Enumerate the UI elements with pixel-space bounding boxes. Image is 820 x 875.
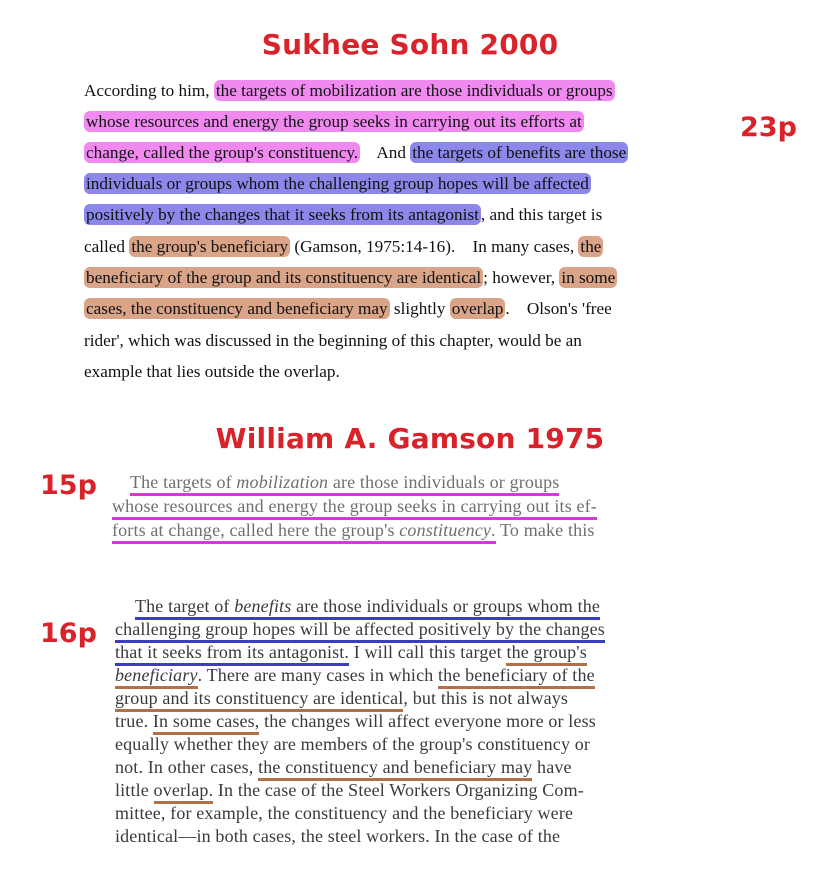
text-span: identical—in both cases, the steel workers. In the case of the [115, 826, 561, 846]
text-span: not. In other cases, [115, 757, 259, 777]
text-span: . Olson's 'free [505, 299, 612, 318]
page-label-23p: 23p [740, 112, 797, 143]
text-line [84, 296, 612, 327]
italic-term: mobilization [236, 472, 329, 492]
highlight-mobilization: whose resources and energy the group seeks in carrying out its efforts at [86, 112, 582, 131]
highlight-beneficiary: in some [561, 268, 616, 287]
text-line [84, 109, 584, 140]
text-span: have [532, 757, 572, 777]
text-span: called [84, 237, 130, 256]
highlight-mobilization: change, called the group's constituency. [86, 143, 359, 162]
underline-mobilization: whose resources and energy the group seeks in carrying out its ef- [112, 496, 597, 520]
text-line [112, 520, 595, 541]
heading-sohn-2000: Sukhee Sohn 2000 [261, 28, 559, 61]
highlight-benefits: individuals or groups whom the challenging group hopes will be affected [86, 174, 589, 193]
highlight-beneficiary: the [580, 237, 602, 256]
underline-mobilization [112, 520, 496, 544]
text-span: mittee, for example, the constituency and the beneficiary were [115, 803, 574, 823]
underline-beneficiary: group and its constituency are identical [115, 688, 403, 712]
text-line [115, 826, 560, 847]
text-span: equally whether they are members of the group's constituency or [115, 734, 591, 754]
underline-mobilization [130, 472, 559, 496]
text-span: slightly [389, 299, 450, 318]
heading-gamson-1975: William A. Gamson 1975 [215, 422, 605, 455]
text-span: The targets of [130, 472, 237, 492]
underline-beneficiary: beneficiary [115, 665, 198, 689]
text-span: And [360, 143, 411, 162]
text-line [115, 665, 595, 686]
text-span: In the case of the Steel Workers Organizing Com- [213, 780, 584, 800]
text-span: (Gamson, 1975:14-16). In many cases, [290, 237, 579, 256]
underline-beneficiary: In some cases, [153, 711, 260, 735]
page-label-16p: 16p [40, 618, 97, 649]
underline-benefits: challenging group hopes will be affected positively by the changes [115, 619, 605, 643]
text-span: true. [115, 711, 153, 731]
text-line [84, 78, 615, 109]
text-line [84, 359, 340, 390]
text-span: , and this target is [480, 205, 603, 224]
text-line [84, 265, 617, 296]
highlight-beneficiary: cases, the constituency and beneficiary may [86, 299, 388, 318]
text-line [115, 780, 584, 801]
highlight-benefits: the targets of benefits are those [412, 143, 627, 162]
page-label-15p: 15p [40, 470, 97, 501]
text-span: There are many cases in which [202, 665, 439, 685]
text-line [115, 619, 605, 640]
underline-overlap: overlap. [154, 780, 214, 804]
underline-benefits [135, 596, 600, 620]
text-span: The target of [135, 596, 235, 616]
underline-benefits: that it seeks from its antagonist. [115, 642, 349, 666]
text-span: rider', which was discussed in the beginning of this chapter, would be an [84, 331, 582, 350]
text-line [115, 688, 568, 709]
text-line [84, 171, 591, 202]
highlight-overlap: overlap [451, 299, 504, 318]
underline-beneficiary: the group's [506, 642, 586, 666]
text-span: are those individuals or groups [328, 472, 560, 492]
text-line [115, 757, 572, 778]
italic-term: constituency [399, 520, 492, 540]
highlight-benefits: positively by the changes that it seeks from its antagonist [86, 205, 479, 224]
text-span: the changes will affect everyone more or less [259, 711, 596, 731]
underline-beneficiary: the constituency and beneficiary may [258, 757, 532, 781]
text-line [84, 234, 603, 265]
italic-term: benefits [234, 596, 292, 616]
text-span: are those individuals or groups whom the [291, 596, 601, 616]
text-span: I will call this target [349, 642, 507, 662]
text-line [130, 472, 559, 493]
highlight-beneficiary: the group's beneficiary [131, 237, 289, 256]
text-span: example that lies outside the overlap. [84, 362, 340, 381]
text-line [115, 642, 587, 663]
text-span: , but this is not always [403, 688, 569, 708]
text-span: . [197, 665, 203, 685]
text-line [115, 734, 590, 755]
text-line [84, 140, 628, 171]
text-span: little [115, 780, 154, 800]
text-line [112, 496, 597, 517]
text-span: . [491, 520, 496, 540]
text-line [115, 711, 596, 732]
underline-beneficiary: the beneficiary of the [438, 665, 595, 689]
text-span: To make this [495, 520, 595, 540]
text-line [115, 803, 573, 824]
text-span: ; however, [483, 268, 560, 287]
text-span: forts at change, called here the group's [112, 520, 400, 540]
highlight-mobilization: the targets of mobilization are those individuals or groups [215, 81, 613, 100]
text-line [135, 596, 600, 617]
text-span: According to him, [84, 81, 214, 100]
text-line [84, 328, 582, 359]
text-line [84, 202, 602, 233]
highlight-beneficiary: beneficiary of the group and its constituency are identical [86, 268, 482, 287]
